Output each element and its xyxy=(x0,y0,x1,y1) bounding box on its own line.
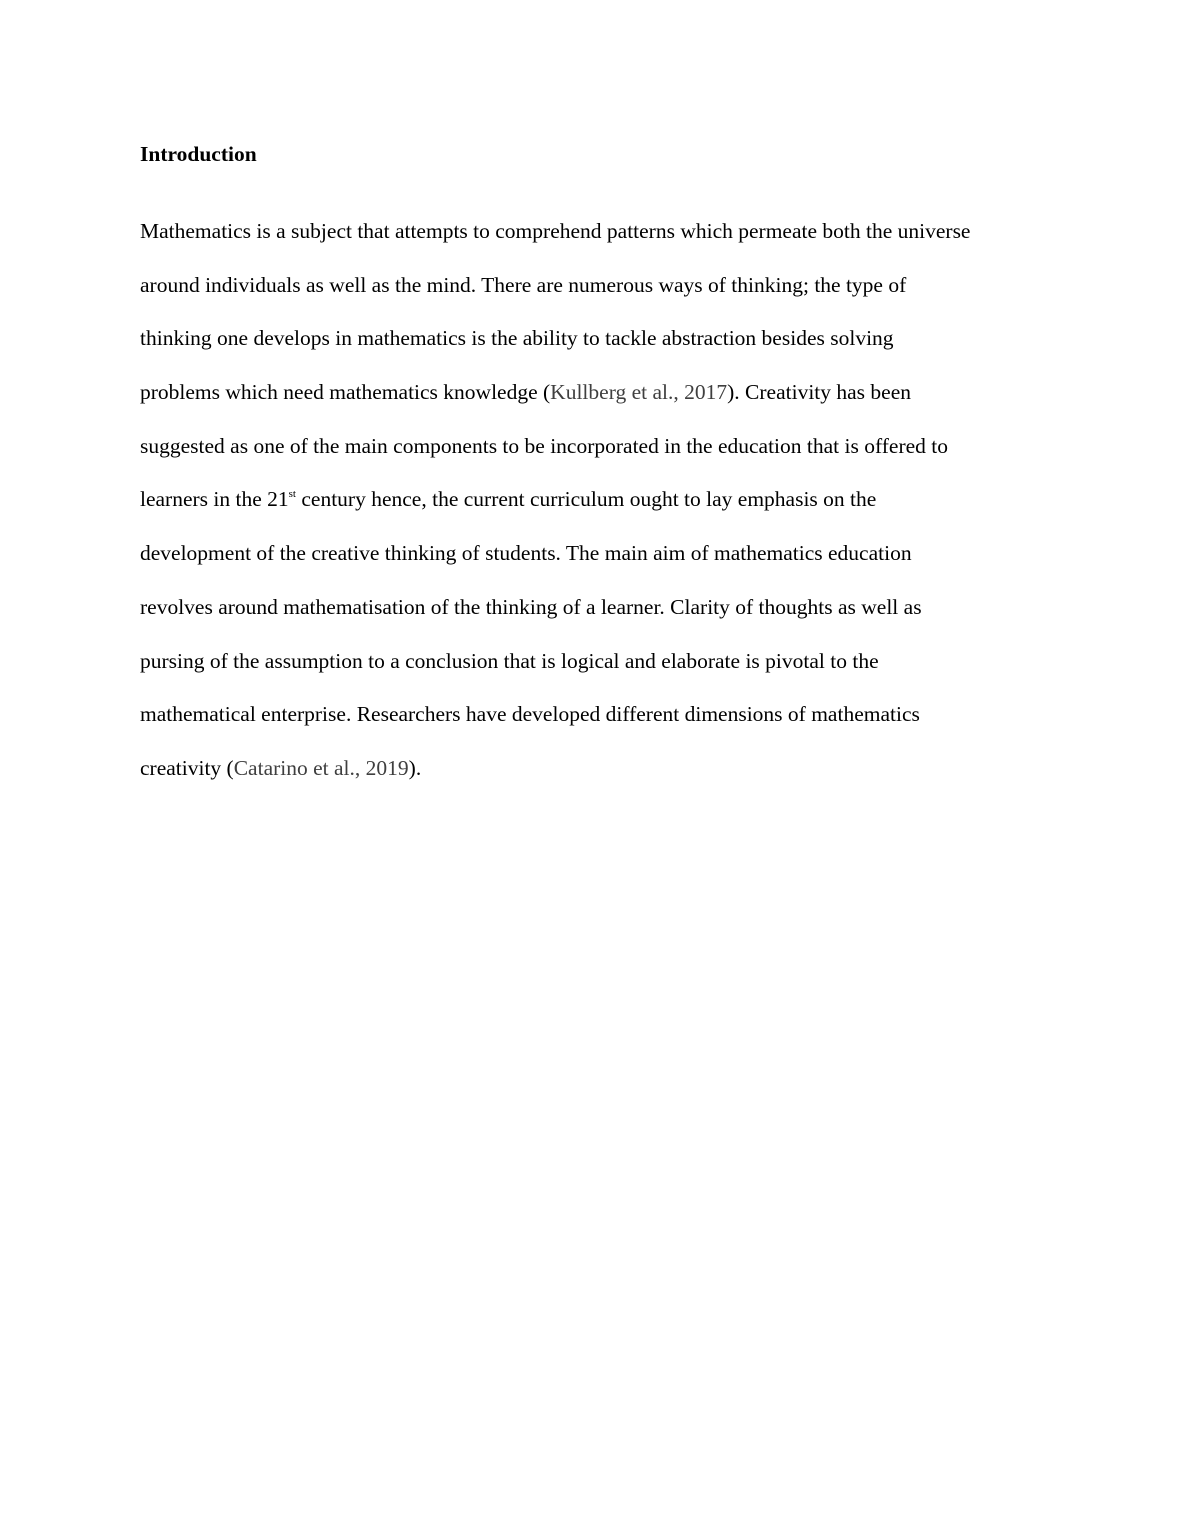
line-text: century hence, the current curriculum ought to lay emphasis on the xyxy=(296,487,877,512)
paragraph-line-5: suggested as one of the main components to be incorporated in the education that is offered to xyxy=(140,433,949,458)
line-text: learners in the 21 xyxy=(140,487,289,512)
paragraph xyxy=(140,205,1052,796)
section-heading: Introduction xyxy=(140,142,257,166)
paragraph-line-8: revolves around mathematisation of the thinking of a learner. Clarity of thoughts as well as xyxy=(140,594,922,619)
paragraph-line-4 xyxy=(140,366,1052,420)
document-body xyxy=(140,138,1052,796)
citation-catarino: Catarino et al., 2019 xyxy=(233,755,409,780)
paragraph-line-1: Mathematics is a subject that attempts to comprehend patterns which permeate both the universe xyxy=(140,219,971,243)
paragraph-line-2: around individuals as well as the mind. There are numerous ways of thinking; the type of xyxy=(140,272,907,297)
line-text: creativity ( xyxy=(140,755,234,780)
ordinal-superscript: st xyxy=(288,488,296,501)
paragraph-line-11 xyxy=(140,742,1052,796)
paragraph-line-6 xyxy=(140,473,1052,527)
paragraph-line-9: pursing of the assumption to a conclusion that is logical and elaborate is pivotal to the xyxy=(140,648,879,673)
paragraph-line-7: development of the creative thinking of students. The main aim of mathematics education xyxy=(140,541,912,566)
line-text: ). xyxy=(408,755,422,780)
paragraph-line-10: mathematical enterprise. Researchers have developed different dimensions of mathematics xyxy=(140,702,920,727)
paragraph-line-3: thinking one develops in mathematics is the ability to tackle abstraction besides solving xyxy=(140,326,894,351)
line-text: problems which need mathematics knowledge ( xyxy=(140,380,551,405)
citation-kullberg: Kullberg et al., 2017 xyxy=(550,380,728,405)
line-text: ). Creativity has been xyxy=(727,380,912,405)
